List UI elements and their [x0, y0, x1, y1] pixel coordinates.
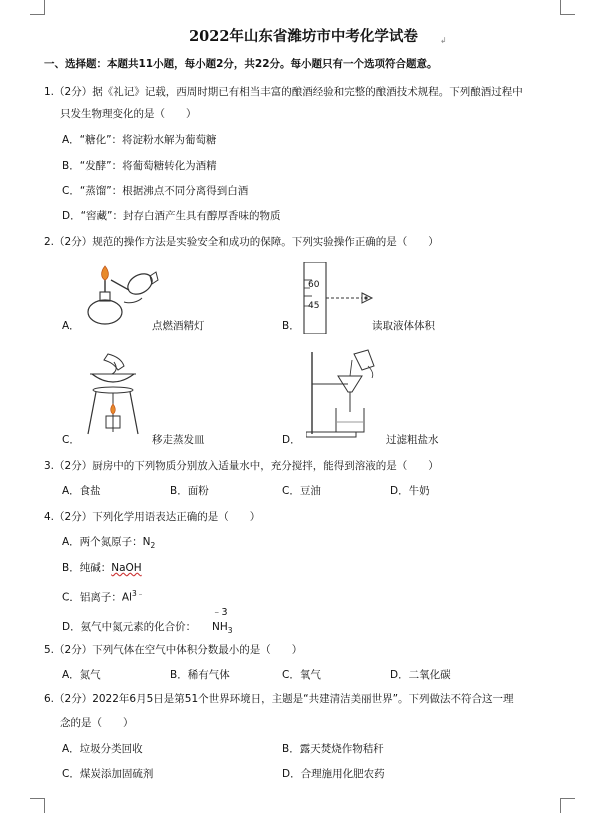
- q4-stem: 4.（2分）下列化学用语表达正确的是（ ）: [44, 511, 261, 523]
- q4-option-c[interactable]: C．铝离子：$Al^{3﹣}$: [62, 589, 145, 604]
- q5-option-a[interactable]: A．氮气: [62, 669, 101, 681]
- section-heading: 一、选择题：本题共11小题，每小题2分，共22分。每小题只有一个选项符合题意。: [44, 58, 438, 70]
- cylinder-label-60: 60: [308, 280, 320, 290]
- q2-option-d-caption: 过滤粗盐水: [386, 434, 439, 446]
- q6-stem-line1: 6.（2分）2022年6月5日是第51个世界环境日，主题是“共建清洁美丽世界”。下列做法不符合这一理: [44, 693, 514, 705]
- q6-option-c[interactable]: C．煤炭添加固硫剂: [62, 768, 154, 780]
- q1-stem-line2: 只发生物理变化的是（ ）: [60, 108, 197, 120]
- crop-mark-top-left: [30, 0, 45, 15]
- q2-option-a-caption: 点燃酒精灯: [152, 320, 205, 332]
- q2-option-a-letter[interactable]: A．: [62, 320, 80, 332]
- figure-read-cylinder: [298, 262, 378, 334]
- q2-option-c-caption: 移走蒸发皿: [152, 434, 205, 446]
- q2-option-b-caption: 读取液体体积: [372, 320, 435, 332]
- q4-d-formula: $NH_3$: [212, 621, 233, 636]
- q6-option-b[interactable]: B．露天焚烧作物秸秆: [282, 743, 384, 755]
- figure-light-alcohol-lamp: [80, 260, 160, 332]
- q1-option-c[interactable]: C．“蒸馏”：根据沸点不同分离得到白酒: [62, 185, 249, 197]
- cylinder-label-45: 45: [308, 301, 320, 311]
- paragraph-mark: ↲: [440, 36, 447, 45]
- figure-remove-evaporating-dish: [78, 350, 148, 440]
- q2-stem: 2.（2分）规范的操作方法是实验安全和成功的保障。下列实验操作正确的是（ ）: [44, 236, 439, 248]
- q3-option-c[interactable]: C．豆油: [282, 485, 321, 497]
- q4-option-a[interactable]: A．两个氮原子：$N_2$: [62, 536, 156, 551]
- q6-option-d[interactable]: D．合理施用化肥农药: [282, 768, 385, 780]
- document-title: 2022年山东省潍坊市中考化学试卷: [189, 28, 418, 45]
- q1-stem-line1: 1.（2分）据《礼记》记载，西周时期已有相当丰富的酿酒经验和完整的酿酒技术规程。下列酿酒过程中: [44, 86, 523, 98]
- q3-option-d[interactable]: D．牛奶: [390, 485, 430, 497]
- crop-mark-top-right: [560, 0, 575, 15]
- q3-option-a[interactable]: A．食盐: [62, 485, 101, 497]
- q3-option-b[interactable]: B．面粉: [170, 485, 209, 497]
- q5-option-d[interactable]: D．二氧化碳: [390, 669, 451, 681]
- q2-option-d-letter[interactable]: D．: [282, 434, 301, 446]
- q1-option-d[interactable]: D．“窖藏”：封存白酒产生具有醇厚香味的物质: [62, 210, 281, 222]
- q1-option-a[interactable]: A．“糖化”：将淀粉水解为葡萄糖: [62, 134, 217, 146]
- figure-filtration: [306, 346, 384, 440]
- q5-stem: 5.（2分）下列气体在空气中体积分数最小的是（ ）: [44, 644, 303, 656]
- q6-option-a[interactable]: A．垃圾分类回收: [62, 743, 143, 755]
- q2-option-b-letter[interactable]: B．: [282, 320, 300, 332]
- q6-stem-line2: 念的是（ ）: [60, 717, 134, 729]
- q1-option-b[interactable]: B．“发酵”：将葡萄糖转化为酒精: [62, 160, 217, 172]
- q4-option-d[interactable]: D．氨气中氮元素的化合价：: [62, 621, 197, 633]
- q3-stem: 3.（2分）厨房中的下列物质分别放入适量水中，充分搅拌，能得到溶液的是（ ）: [44, 460, 439, 472]
- q5-option-c[interactable]: C．氧气: [282, 669, 321, 681]
- q5-option-b[interactable]: B．稀有气体: [170, 669, 230, 681]
- q4-d-valence: ﹣3: [212, 607, 228, 618]
- q4-option-b[interactable]: B．纯碱：NaOH: [62, 562, 142, 574]
- q2-option-c-letter[interactable]: C．: [62, 434, 80, 446]
